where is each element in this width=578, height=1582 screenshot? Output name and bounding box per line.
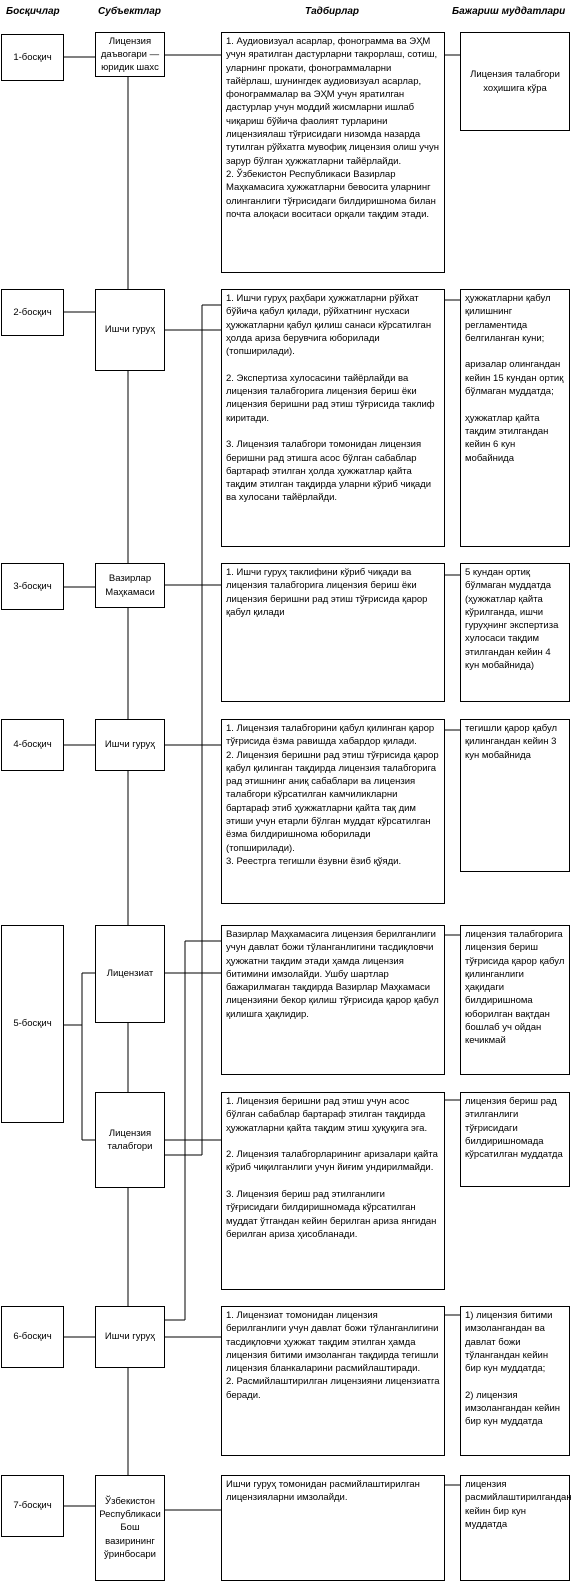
subject-box-licensee: Лицензиат [95,925,165,1023]
action-item: 3. Реестрга тегишли ёзувни ёзиб қўяди. [226,855,402,867]
actions-box-stage-4 [221,719,445,904]
deadline-box-stage-5-licensee: лицензия талабгорига лицензия бериш тўғрисида қарор қабул қилинганлиги ҳақидаги билдиришнома юборилган вақтдан бошлаб уч ойдан кечикмай [460,925,570,1075]
actions-box-stage-3 [221,563,445,702]
stage-box-4: 4-босқич [1,719,64,771]
action-item: 1. Аудиовизуал асарлар, фонограмма ва ЭҲМ учун яратилган дастурларни такрорлаш, сотиш, уларнинг прокати, фонограммаларни тайёрлаш, шунингдек аудиовизуал асарлар, фонограммалар ва ЭҲМ учун яратилган дастурлар учун моддий жисмларни ишлаб чиқариш бўйича фаолият турларини лицензиялаш тўғрисидаги низомда назарда тутилган рўйхатга мувофиқ лицензия олиш учун зарур бўлган ҳужжатларни тайёрлайди. [226,36,439,167]
actions-box-stage-2 [221,289,445,547]
header-actions: Тадбирлар [305,6,360,17]
stage-box-5: 5-босқич [1,925,64,1123]
action-item: 1. Лицензия талабгорини қабул қилинган қарор тўғрисида ёзма равишда хабардор қилади. [226,723,435,748]
actions-box-stage-5-licensee [221,925,445,1075]
subject-box-working-group-6: Ишчи гуруҳ [95,1306,165,1368]
action-item: 2. Лицензия беришни рад этиш тўғрисида қарор қабул қилинган тақдирда лицензия талабгорига рад этишнинг аниқ сабаблари ва лицензия талабгори кўрсатилган камчиликларни бартараф этиб ҳужжатларни қайта тақ дим этиши учун етарли бўлган муддат кўрсатилган ёзма билдиришнома юборилади (топширилади). [226,749,439,854]
stage-box-1: 1-босқич [1,34,64,81]
action-item: Ишчи гуруҳ томонидан расмийлаштирилган лицензияларни имзолайди. [226,1479,420,1504]
actions-box-stage-7 [221,1475,445,1581]
stage-box-2: 2-босқич [1,289,64,336]
deadline-box-stage-1: Лицензия талабгори хоҳишига кўра [460,32,570,131]
deadline-box-stage-7: лицензия расмийлаштирилгандан кейин бир кун муддатда [460,1475,570,1581]
action-item: 1. Ишчи гуруҳ раҳбари ҳужжатларни рўйхат бўйича қабул қилади, рўйхатнинг нусхаси ҳужжатларни қабул қилиш санаси кўрсатилган ҳолда ариза берувчига юборилади (топширилади). 2. Экспертиза хулосасини тайёрлайди ва лицензия талабгорига лицензия бериш ёки лицензия беришни рад этиш тўғрисида таклиф киритади. 3. Лицензия талабгори томонидан лицензия беришни рад этишга асос бўлган сабаблар бартараф этилган ҳолда ҳужжатлар қайта тақдим этилган тақдирда уларни кўриб чиқади ва хулосани тайёрлайди. [226,293,435,504]
action-item: 2. Расмийлаштирилган лицензияни лицензиатга беради. [226,1376,440,1401]
stage-box-6: 6-босқич [1,1306,64,1368]
action-item: 1. Лицензия беришни рад этиш учун асос бўлган сабаблар бартараф этилган тақдирда ҳужжатларни қайта тақдим этиш ҳуқуқига эга. 2. Лицензия талабгорларининг аризалари қайта кўриб чиқилганлиги учун йиғим ундирилмайди. 3. Лицензия бериш рад этилганлиги тўғрисидаги билдиришномада кўрсатилган муддат ўтгандан кейин берилган ариза янгидан берилган ариза ҳисобланади. [226,1096,438,1240]
deadline-box-stage-6: 1) лицензия битими имзолангандан ва давлат божи тўлангандан кейин бир кун муддатда; 2) лицензия имзолангандан кейин бир кун муддатда [460,1306,570,1456]
subject-box-cabinet-of-ministers: Вазирлар Маҳкамаси [95,563,165,608]
deadline-box-stage-2: ҳужжатларни қабул қилишнинг регламентида белгиланган куни; аризалар олингандан кейин 15 кундан ортиқ бўлмаган муддатда; ҳужжатлар қайта тақдим этилгандан кейин 6 кун мобайнида [460,289,570,547]
subject-box-license-applicant: Лицензия талабгори [95,1092,165,1188]
subject-box-working-group-2: Ишчи гуруҳ [95,289,165,371]
actions-box-stage-5-applicant [221,1092,445,1290]
action-item: Вазирлар Маҳкамасига лицензия берилганлиги учун давлат божи тўланганлигини тасдиқловчи ҳужжатни тақдим этади ҳамда лицензия битимини имзолайди. Ушбу шартлар бажарилмаган тақдирда Вазирлар Маҳкамаси лицензияни бекор қилиш тўғрисида қарор қабул қилишга ҳақлидир. [226,929,439,1020]
header-stages: Босқичлар [6,6,60,17]
actions-box-stage-1 [221,32,445,273]
header-subjects: Субъектлар [98,6,161,17]
stage-box-3: 3-босқич [1,563,64,610]
subject-box-working-group-4: Ишчи гуруҳ [95,719,165,771]
deadline-box-stage-3: 5 кундан ортиқ бўлмаган муддатда (ҳужжатлар қайта кўрилганда, ишчи гуруҳнинг экспертиза хулосаси тақдим этилгандан кейин 4 кун мобайнида) [460,563,570,702]
header-deadlines: Бажариш муддатлари [452,6,566,17]
actions-box-stage-6 [221,1306,445,1456]
deadline-box-stage-4: тегишли қарор қабул қилингандан кейин 3 кун мобайнида [460,719,570,872]
subject-box-deputy-prime-minister: Ўзбекистон Республикаси Бош вазирининг ўринбосари [95,1475,165,1581]
action-item: 1. Лицензиат томонидан лицензия берилганлиги учун давлат божи тўланганлигини тасдиқловчи ҳужжат тақдим этилган ҳамда лицензия битими имзоланган тақдирда тегишли лицензия бланкаларини расмийлаштиради. [226,1310,439,1375]
action-item: 1. Ишчи гуруҳ таклифини кўриб чиқади ва лицензия талабгорига лицензия бериш ёки лицензия беришни рад этиш тўғрисида қарор қабул қилади [226,567,428,618]
action-item: 2. Ўзбекистон Республикаси Вазирлар Маҳкамасига ҳужжатларни бевосита уларнинг олинганлиги тўғрисидаги билдиришнома билан почта алоқаси воситаси орқали тақдим этади. [226,168,436,220]
deadline-box-stage-5-applicant: лицензия бериш рад этилганлиги тўғрисидаги билдиришномада кўрсатилган муддатда [460,1092,570,1187]
subject-box-license-claimant: Лицензия даъвогари — юридик шахс [95,32,165,77]
stage-box-7: 7-босқич [1,1475,64,1537]
